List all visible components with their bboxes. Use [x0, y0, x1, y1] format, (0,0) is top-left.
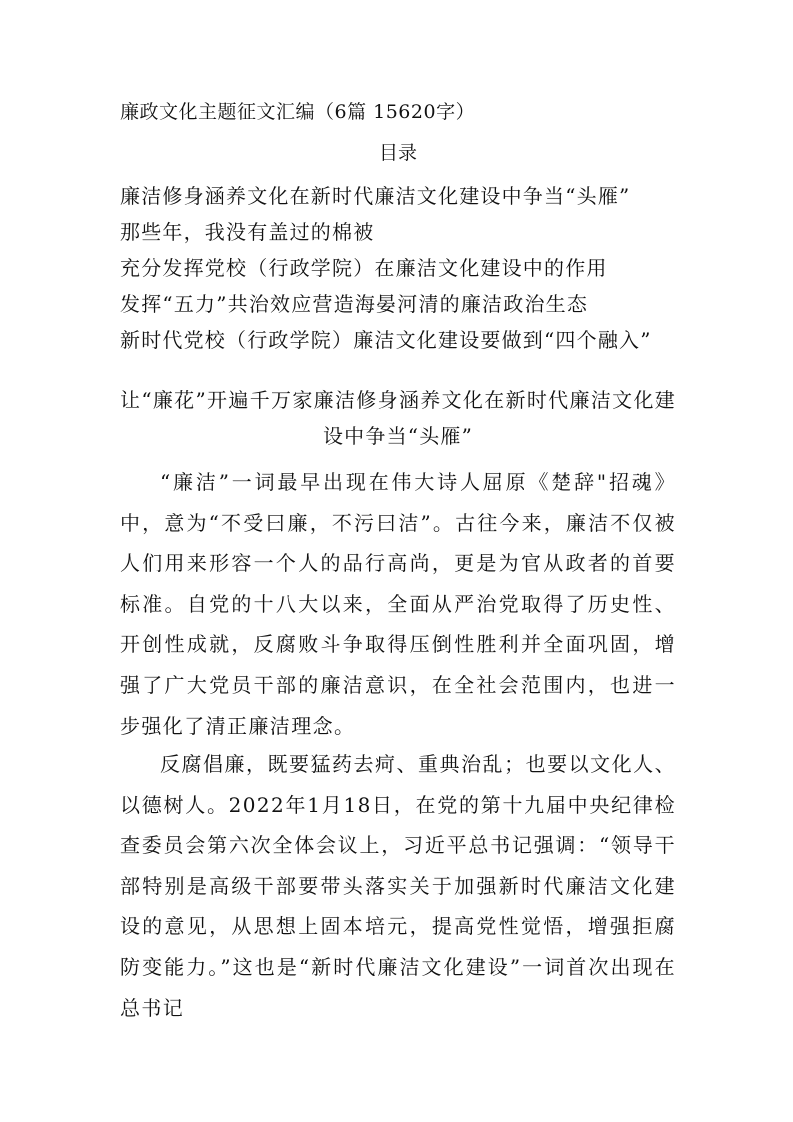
toc-item[interactable]: 充分发挥党校（行政学院）在廉洁文化建设中的作用 [120, 256, 608, 280]
toc-item[interactable]: 发挥“五力”共治效应营造海晏河清的廉洁政治生态 [120, 292, 589, 316]
table-of-contents [120, 178, 680, 358]
body-paragraph: “廉洁”一词最早出现在伟大诗人屈原《楚辞"招魂》中，意为“不受曰廉，不污曰洁”。古往今来，廉洁不仅被人们用来形容一个人的品行高尚，更是为官从政者的首要标准。自党的十八大以来，全面从严治党取得了历史性、开创性成就，反腐败斗争取得压倒性胜利并全面巩固，增强了广大党员干部的廉洁意识，在全社会范围内，也进一步强化了清正廉洁理念。 [120, 470, 676, 738]
toc-heading: 目录 [378, 142, 417, 164]
toc-item[interactable]: 廉洁修身涵养文化在新时代廉洁文化建设中争当“头雁” [120, 184, 631, 208]
document-title: 廉政文化主题征文汇编（6篇 15620字） [120, 101, 476, 123]
toc-item[interactable]: 新时代党校（行政学院）廉洁文化建设要做到“四个融入” [120, 328, 652, 352]
section-title: 让“廉花”开遍千万家廉洁修身涵养文化在新时代廉洁文化建设中争当“头雁” [120, 388, 676, 448]
toc-item[interactable]: 那些年，我没有盖过的棉被 [120, 220, 375, 244]
body-paragraph: 反腐倡廉，既要猛药去疴、重典治乱；也要以文化人、以德树人。2022年1月18日，在党的第十九届中央纪律检查委员会第六次全体会议上，习近平总书记强调：“领导干部特别是高级干部要带头落实关于加强新时代廉洁文化建设的意见，从思想上固本培元，提高党性觉悟，增强拒腐防变能力。”这也是“新时代廉洁文化建设”一词首次出现在总书记 [120, 752, 676, 1020]
